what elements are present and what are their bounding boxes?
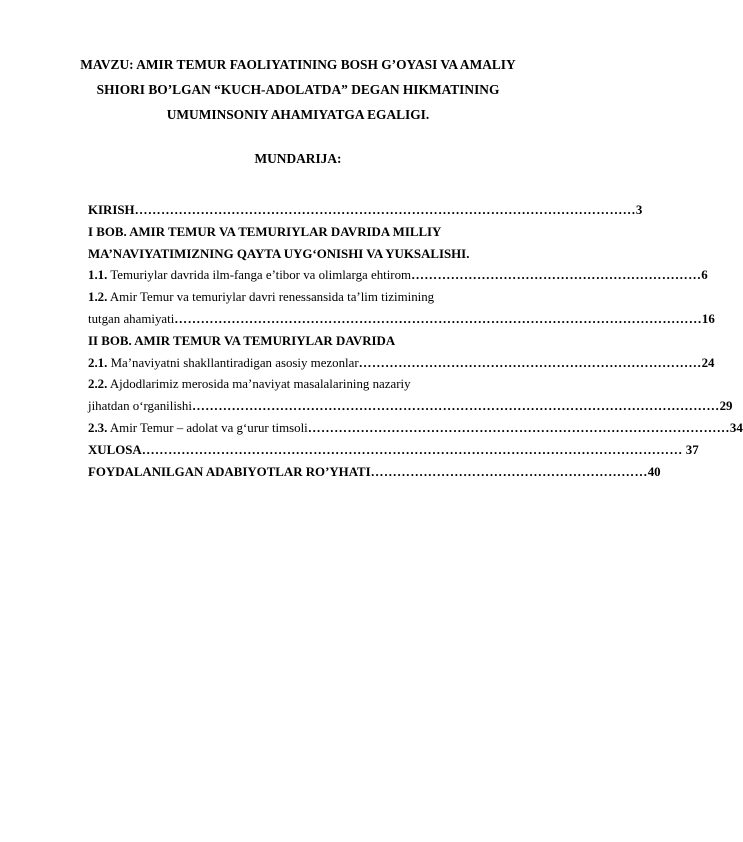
toc-entry-text: KIRISH	[88, 203, 135, 217]
toc-page-number: 34	[729, 420, 743, 435]
toc-section-title: Amir Temur va temuriylar davri renessansida ta’lim tizimining	[107, 290, 435, 305]
toc-leader-dots: ……………………………………………………………………	[358, 355, 702, 370]
toc-leader-dots: ……………………………………………………………………………………………………………	[141, 442, 683, 457]
toc-page-number: 40	[647, 464, 661, 479]
toc-entry-text: XULOSA	[88, 442, 142, 457]
toc-section-title: Temuriylar davrida ilm-fanga e’tibor va olimlarga ehtirom	[107, 268, 412, 283]
toc-section-number: 2.2.	[88, 377, 108, 392]
toc-entry-2-2-line-2[interactable]	[88, 396, 733, 418]
toc-entry-text	[88, 418, 308, 440]
toc-chapter-1-line-2[interactable]	[88, 244, 555, 266]
toc-section-title: Ma’naviyatni shakllantiradigan asosiy mezonlar	[107, 355, 359, 370]
toc-page-number: 29	[719, 399, 733, 414]
toc-section-title: Ajdodlarimiz merosida ma’naviyat masalalarining nazariy	[107, 377, 411, 392]
toc-heading: MUNDARIJA:	[254, 151, 342, 166]
toc-leader-dots: ……………………………………………………………………………………	[307, 420, 730, 435]
toc-page-number: 16	[701, 311, 715, 326]
toc-entry-xulosa[interactable]	[88, 440, 699, 462]
toc-section-title: Amir Temur – adolat va g‘urur timsoli	[107, 420, 308, 435]
toc-section-number: 2.1.	[88, 355, 108, 370]
toc-page-number: 37	[682, 442, 699, 457]
toc-chapter-2[interactable]	[88, 331, 555, 353]
toc-chapter-1-line-1[interactable]	[88, 222, 555, 244]
toc-leader-dots: …………………………………………………………………………………………………………	[174, 311, 702, 326]
toc-leader-dots: …………………………………………………………………………………………………………	[191, 399, 720, 414]
title-line-3: UMUMINSONIY AHAMIYATGA EGALIGI.	[166, 107, 430, 122]
toc-entry-2-1[interactable]	[88, 353, 715, 375]
toc-leader-dots: …………………………………………………………	[411, 268, 702, 283]
toc-entry-text: tutgan ahamiyati	[88, 311, 175, 326]
toc-entry-2-2-line-1[interactable]	[88, 374, 555, 396]
toc-entry-text	[88, 374, 411, 396]
toc-leader-dots: ……………………………………………………………………………………………………	[134, 203, 636, 217]
toc-leader-dots: ………………………………………………………	[370, 464, 648, 479]
toc-entry-text: II BOB. AMIR TEMUR VA TEMURIYLAR DAVRIDA	[88, 333, 396, 348]
toc-page-number: 6	[701, 268, 708, 283]
table-of-contents	[88, 200, 743, 483]
toc-page-number: 3	[635, 203, 643, 217]
toc-entry-2-3[interactable]	[88, 418, 743, 440]
toc-section-number: 1.1.	[88, 268, 108, 283]
toc-entry-text: jihatdan o‘rganilishi	[88, 399, 192, 414]
toc-page-number: 24	[701, 355, 715, 370]
toc-entry-text	[88, 265, 411, 287]
toc-entry-1-1[interactable]	[88, 265, 708, 287]
toc-entry-kirish[interactable]	[88, 200, 643, 222]
toc-entry-text	[88, 353, 359, 375]
toc-entry-text: FOYDALANILGAN ADABIYOTLAR RO’YHATI	[88, 464, 371, 479]
toc-section-number: 2.3.	[88, 420, 108, 435]
toc-entry-1-2-line-1[interactable]	[88, 287, 555, 309]
title-line-2: SHIORI BO’LGAN “KUCH-ADOLATDA” DEGAN HIKMATINING	[96, 82, 500, 97]
toc-entry-text	[88, 287, 434, 309]
document-title	[70, 52, 526, 127]
toc-entry-text: I BOB. AMIR TEMUR VA TEMURIYLAR DAVRIDA MILLIY	[88, 224, 442, 239]
toc-entry-1-2-line-2[interactable]	[88, 309, 715, 331]
toc-entry-text: MA’NAVIYATIMIZNING QAYTA UYG‘ONISHI VA YUKSALISHI.	[88, 246, 470, 261]
toc-entry-foydalanilgan-adabiyotlar[interactable]	[88, 462, 661, 484]
title-line-1: MAVZU: AMIR TEMUR FAOLIYATINING BOSH G’OYASI VA AMALIY	[80, 57, 516, 72]
toc-section-number: 1.2.	[88, 290, 108, 305]
